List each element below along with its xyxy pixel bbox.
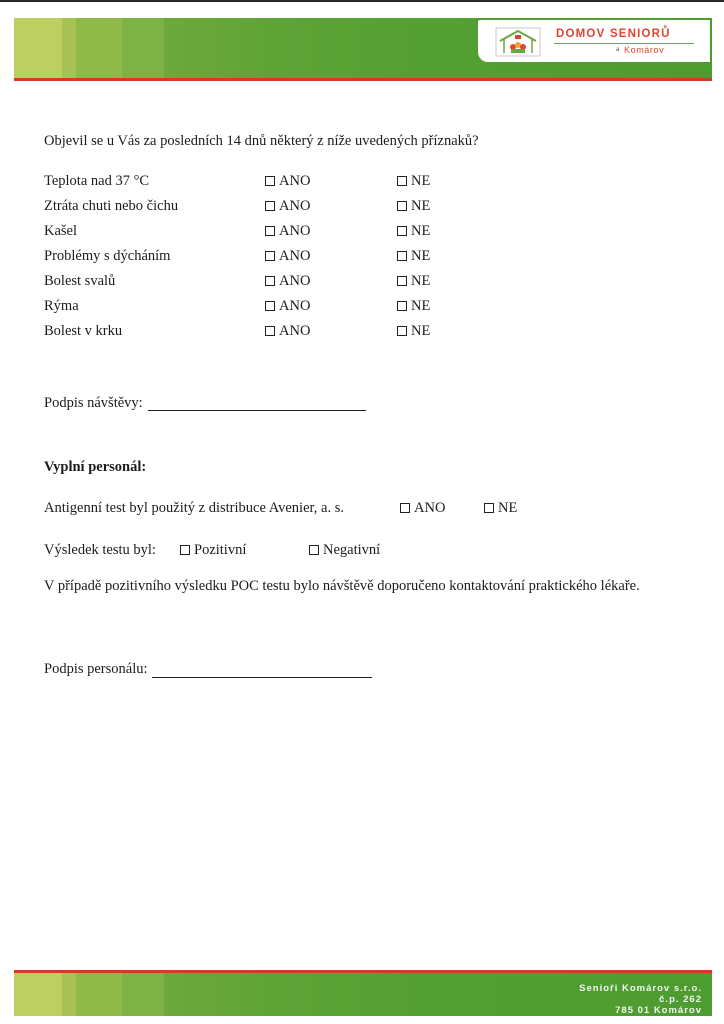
antigen-yes-option[interactable]: ANO bbox=[400, 500, 445, 517]
antigen-test-label: Antigenní test byl použitý z distribuce Avenier, a. s. bbox=[44, 500, 344, 516]
top-border bbox=[0, 0, 724, 2]
footer-company: Senioři Komárov s.r.o. bbox=[579, 983, 702, 994]
symptom-no-option[interactable]: NE bbox=[397, 173, 430, 190]
footer-address bbox=[579, 983, 702, 1016]
symptom-no-option[interactable]: NE bbox=[397, 323, 430, 340]
logo bbox=[478, 20, 710, 62]
symptom-no-option[interactable]: NE bbox=[397, 248, 430, 265]
result-positive-option[interactable]: Pozitivní bbox=[180, 542, 246, 559]
checkbox-icon[interactable] bbox=[397, 301, 407, 311]
recommendation-note: V případě pozitivního výsledku POC testu bylo návštěvě doporučeno kontaktování praktického lékaře. bbox=[44, 578, 640, 594]
symptom-yes-option[interactable]: ANO bbox=[265, 248, 310, 265]
checkbox-icon[interactable] bbox=[265, 251, 275, 261]
checkbox-icon[interactable] bbox=[397, 176, 407, 186]
logo-divider bbox=[554, 43, 694, 44]
checkbox-icon[interactable] bbox=[265, 276, 275, 286]
checkbox-icon[interactable] bbox=[265, 176, 275, 186]
visitor-signature-line[interactable] bbox=[148, 410, 366, 411]
logo-subtitle: Komárov bbox=[624, 45, 665, 55]
symptom-label: Kašel bbox=[44, 223, 78, 239]
symptom-label: Ztráta chuti nebo čichu bbox=[44, 198, 179, 214]
result-negative-option[interactable]: Negativní bbox=[309, 542, 380, 559]
logo-mark: a bbox=[616, 47, 620, 53]
header-red-line bbox=[14, 78, 712, 81]
symptom-no-option[interactable]: NE bbox=[397, 273, 430, 290]
checkbox-icon[interactable] bbox=[484, 503, 494, 513]
staff-section-heading: Vyplní personál: bbox=[44, 459, 147, 475]
symptom-yes-option[interactable]: ANO bbox=[265, 173, 310, 190]
staff-signature-label: Podpis personálu: bbox=[44, 661, 148, 677]
checkbox-icon[interactable] bbox=[397, 326, 407, 336]
checkbox-icon[interactable] bbox=[397, 226, 407, 236]
footer-city: 785 01 Komárov bbox=[615, 1005, 702, 1016]
checkbox-icon[interactable] bbox=[397, 251, 407, 261]
symptom-label: Rýma bbox=[44, 298, 79, 314]
symptom-yes-option[interactable]: ANO bbox=[265, 273, 310, 290]
symptom-label: Bolest v krku bbox=[44, 323, 123, 339]
staff-signature-line[interactable] bbox=[152, 677, 372, 678]
symptom-yes-option[interactable]: ANO bbox=[265, 223, 310, 240]
checkbox-icon[interactable] bbox=[265, 226, 275, 236]
footer-street: č.p. 262 bbox=[659, 994, 702, 1005]
symptom-yes-option[interactable]: ANO bbox=[265, 198, 310, 215]
checkbox-icon[interactable] bbox=[180, 545, 190, 555]
checkbox-icon[interactable] bbox=[397, 201, 407, 211]
symptom-yes-option[interactable]: ANO bbox=[265, 323, 310, 340]
checkbox-icon[interactable] bbox=[397, 276, 407, 286]
symptom-label: Teplota nad 37 °C bbox=[44, 173, 150, 189]
result-label: Výsledek testu byl: bbox=[44, 542, 156, 558]
logo-title: DOMOV SENIORŮ bbox=[556, 28, 671, 40]
symptom-label: Problémy s dýcháním bbox=[44, 248, 171, 264]
question-text: Objevil se u Vás za posledních 14 dnů některý z níže uvedených příznaků? bbox=[44, 133, 479, 149]
symptom-no-option[interactable]: NE bbox=[397, 298, 430, 315]
antigen-no-option[interactable]: NE bbox=[484, 500, 517, 517]
symptom-no-option[interactable]: NE bbox=[397, 198, 430, 215]
symptom-label: Bolest svalů bbox=[44, 273, 116, 289]
house-logo-icon bbox=[495, 27, 541, 57]
symptom-no-option[interactable]: NE bbox=[397, 223, 430, 240]
symptom-yes-option[interactable]: ANO bbox=[265, 298, 310, 315]
checkbox-icon[interactable] bbox=[265, 326, 275, 336]
checkbox-icon[interactable] bbox=[265, 301, 275, 311]
visitor-signature-label: Podpis návštěvy: bbox=[44, 395, 143, 411]
checkbox-icon[interactable] bbox=[400, 503, 410, 513]
checkbox-icon[interactable] bbox=[265, 201, 275, 211]
checkbox-icon[interactable] bbox=[309, 545, 319, 555]
